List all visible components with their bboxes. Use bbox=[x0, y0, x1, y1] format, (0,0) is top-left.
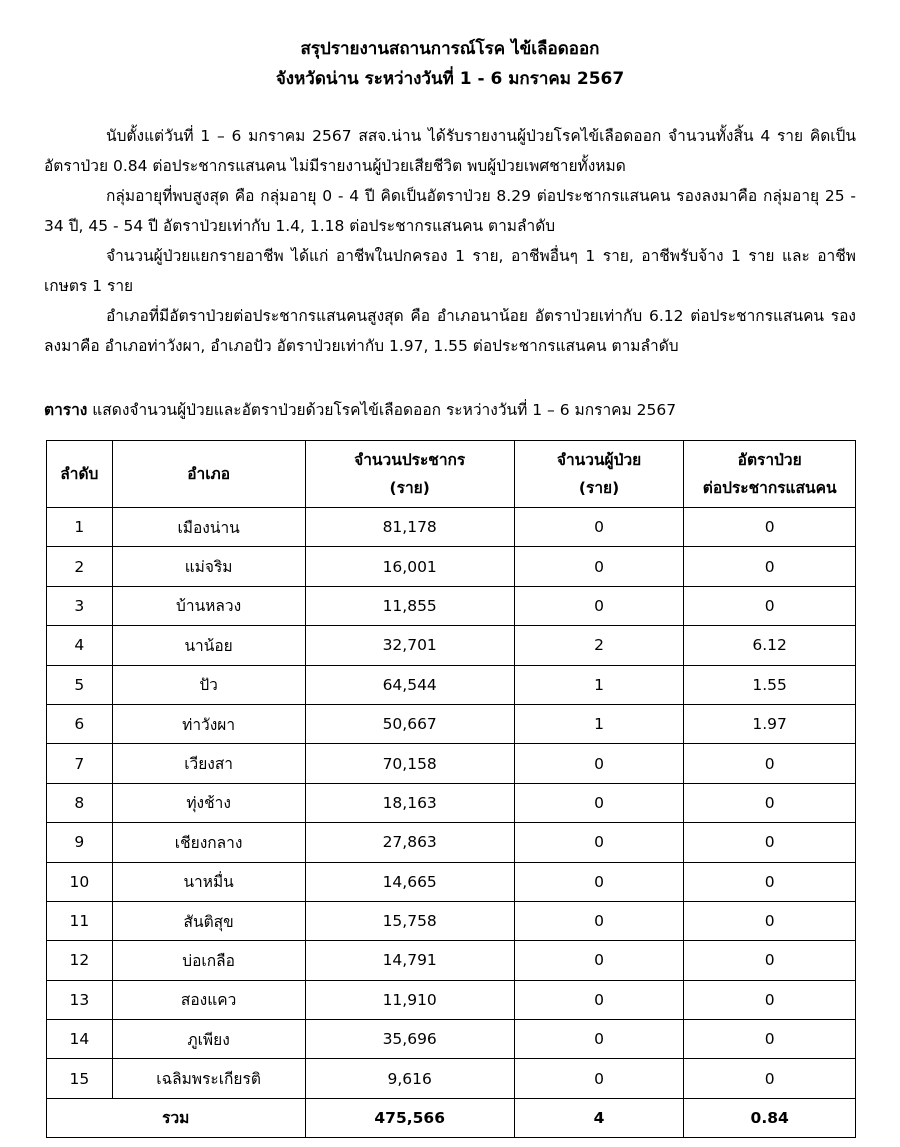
header-cases-label: จำนวนผู้ป่วย bbox=[556, 451, 642, 469]
cell-rate: 0 bbox=[684, 862, 856, 901]
header-rate bbox=[684, 441, 856, 508]
cell-cases: 0 bbox=[514, 941, 683, 980]
cell-no: 6 bbox=[47, 704, 113, 743]
cell-no: 2 bbox=[47, 547, 113, 586]
cell-rate: 6.12 bbox=[684, 626, 856, 665]
header-district bbox=[112, 441, 305, 508]
cell-no: 3 bbox=[47, 586, 113, 625]
cell-population: 14,665 bbox=[305, 862, 514, 901]
table-row bbox=[47, 980, 856, 1019]
cell-no: 15 bbox=[47, 1059, 113, 1098]
header-population bbox=[305, 441, 514, 508]
cell-district: เมืองน่าน bbox=[112, 508, 305, 547]
table-caption bbox=[44, 396, 856, 424]
paragraph-occupations: จำนวนผู้ป่วยแยกรายอาชีพ ได้แก่ อาชีพในปกครอง 1 ราย, อาชีพอื่นๆ 1 ราย, อาชีพรับจ้าง 1 ราย และ อาชีพเกษตร 1 ราย bbox=[44, 247, 856, 295]
paragraph-districts: อำเภอที่มีอัตราป่วยต่อประชากรแสนคนสูงสุด คือ อำเภอนาน้อย อัตราป่วยเท่ากับ 6.12 ต่อประชากรแสนคน รองลงมาคือ อำเภอท่าวังผา, อำเภอปัว อัตราป่วยเท่ากับ 1.97, 1.55 ต่อประชากรแสนคน ตามลำดับ bbox=[44, 307, 856, 355]
cell-cases: 0 bbox=[514, 508, 683, 547]
cell-cases: 0 bbox=[514, 901, 683, 940]
cell-rate: 0 bbox=[684, 508, 856, 547]
cell-rate: 0 bbox=[684, 586, 856, 625]
table-row bbox=[47, 744, 856, 783]
header-rate-label: อัตราป่วย bbox=[737, 451, 802, 469]
total-rate: 0.84 bbox=[684, 1098, 856, 1137]
cell-district: เวียงสา bbox=[112, 744, 305, 783]
table-caption-label: ตาราง bbox=[44, 401, 88, 419]
total-population: 475,566 bbox=[305, 1098, 514, 1137]
table-row bbox=[47, 704, 856, 743]
cell-rate: 0 bbox=[684, 823, 856, 862]
cell-district: ภูเพียง bbox=[112, 1020, 305, 1059]
cell-population: 32,701 bbox=[305, 626, 514, 665]
cell-district: นาหมื่น bbox=[112, 862, 305, 901]
cell-no: 11 bbox=[47, 901, 113, 940]
cell-cases: 0 bbox=[514, 783, 683, 822]
table-row bbox=[47, 783, 856, 822]
table-header-row bbox=[47, 441, 856, 508]
cell-rate: 1.97 bbox=[684, 704, 856, 743]
table-row bbox=[47, 941, 856, 980]
cell-population: 14,791 bbox=[305, 941, 514, 980]
cell-cases: 0 bbox=[514, 547, 683, 586]
cell-cases: 0 bbox=[514, 1059, 683, 1098]
header-rate-unit: ต่อประชากรแสนคน bbox=[702, 479, 837, 497]
cell-population: 81,178 bbox=[305, 508, 514, 547]
header-no bbox=[47, 441, 113, 508]
table-caption-text: แสดงจำนวนผู้ป่วยและอัตราป่วยด้วยโรคไข้เลือดออก ระหว่างวันที่ 1 – 6 มกราคม 2567 bbox=[87, 401, 677, 419]
cell-cases: 0 bbox=[514, 744, 683, 783]
cell-cases: 1 bbox=[514, 704, 683, 743]
paragraph-summary: นับตั้งแต่วันที่ 1 – 6 มกราคม 2567 สสจ.น่าน ได้รับรายงานผู้ป่วยโรคไข้เลือดออก จำนวนทั้งสิ้น 4 ราย คิดเป็นอัตราป่วย 0.84 ต่อประชากรแสนคน ไม่มีรายงานผู้ป่วยเสียชีวิต พบผู้ป่วยเพศชายทั้งหมด bbox=[44, 127, 856, 175]
cell-population: 15,758 bbox=[305, 901, 514, 940]
table-row bbox=[47, 665, 856, 704]
header-no-label: ลำดับ bbox=[60, 465, 99, 483]
header-cases bbox=[514, 441, 683, 508]
cell-population: 64,544 bbox=[305, 665, 514, 704]
cell-rate: 0 bbox=[684, 744, 856, 783]
report-title bbox=[0, 34, 900, 94]
cell-cases: 0 bbox=[514, 823, 683, 862]
header-population-label: จำนวนประชากร bbox=[354, 451, 466, 469]
report-title-line-2: จังหวัดน่าน ระหว่างวันที่ 1 - 6 มกราคม 2567 bbox=[275, 69, 625, 89]
header-district-label: อำเภอ bbox=[187, 465, 231, 483]
cell-no: 8 bbox=[47, 783, 113, 822]
header-population-unit: (ราย) bbox=[389, 479, 430, 497]
cell-district: เฉลิมพระเกียรติ bbox=[112, 1059, 305, 1098]
table-row bbox=[47, 508, 856, 547]
cell-population: 18,163 bbox=[305, 783, 514, 822]
table-row bbox=[47, 901, 856, 940]
cell-cases: 0 bbox=[514, 586, 683, 625]
table-row bbox=[47, 547, 856, 586]
cell-population: 11,855 bbox=[305, 586, 514, 625]
table-row bbox=[47, 1020, 856, 1059]
table-row bbox=[47, 1059, 856, 1098]
cell-rate: 0 bbox=[684, 1020, 856, 1059]
cell-rate: 0 bbox=[684, 941, 856, 980]
cell-district: บ่อเกลือ bbox=[112, 941, 305, 980]
cell-no: 13 bbox=[47, 980, 113, 1019]
table-row bbox=[47, 586, 856, 625]
cell-cases: 2 bbox=[514, 626, 683, 665]
report-body bbox=[44, 121, 856, 361]
table-row bbox=[47, 626, 856, 665]
cell-population: 50,667 bbox=[305, 704, 514, 743]
cell-population: 70,158 bbox=[305, 744, 514, 783]
cell-rate: 1.55 bbox=[684, 665, 856, 704]
cell-rate: 0 bbox=[684, 547, 856, 586]
cell-district: ทุ่งช้าง bbox=[112, 783, 305, 822]
cell-no: 12 bbox=[47, 941, 113, 980]
header-cases-unit: (ราย) bbox=[578, 479, 620, 497]
cell-district: ท่าวังผา bbox=[112, 704, 305, 743]
cell-rate: 0 bbox=[684, 783, 856, 822]
table-row bbox=[47, 823, 856, 862]
cell-no: 9 bbox=[47, 823, 113, 862]
cell-population: 35,696 bbox=[305, 1020, 514, 1059]
cell-district: ปัว bbox=[112, 665, 305, 704]
paragraph-age-groups: กลุ่มอายุที่พบสูงสุด คือ กลุ่มอายุ 0 - 4 ปี คิดเป็นอัตราป่วย 8.29 ต่อประชากรแสนคน รองลงมาคือ กลุ่มอายุ 25 - 34 ปี, 45 - 54 ปี อัตราป่วยเท่ากับ 1.4, 1.18 ต่อประชากรแสนคน ตามลำดับ bbox=[44, 187, 856, 235]
cell-district: เชียงกลาง bbox=[112, 823, 305, 862]
cell-no: 1 bbox=[47, 508, 113, 547]
cell-cases: 0 bbox=[514, 862, 683, 901]
total-label: รวม bbox=[47, 1098, 306, 1137]
report-title-line-1: สรุปรายงานสถานการณ์โรค ไข้เลือดออก bbox=[300, 39, 600, 59]
cell-district: นาน้อย bbox=[112, 626, 305, 665]
dengue-cases-table bbox=[46, 440, 856, 1138]
cell-cases: 0 bbox=[514, 980, 683, 1019]
cell-population: 16,001 bbox=[305, 547, 514, 586]
cell-no: 4 bbox=[47, 626, 113, 665]
table-row bbox=[47, 862, 856, 901]
cell-district: สองแคว bbox=[112, 980, 305, 1019]
table-body bbox=[47, 508, 856, 1138]
cell-no: 7 bbox=[47, 744, 113, 783]
cell-no: 5 bbox=[47, 665, 113, 704]
cell-rate: 0 bbox=[684, 980, 856, 1019]
cell-district: บ้านหลวง bbox=[112, 586, 305, 625]
cell-no: 14 bbox=[47, 1020, 113, 1059]
cell-rate: 0 bbox=[684, 1059, 856, 1098]
total-cases: 4 bbox=[514, 1098, 683, 1137]
cell-population: 11,910 bbox=[305, 980, 514, 1019]
cell-no: 10 bbox=[47, 862, 113, 901]
table-total-row bbox=[47, 1098, 856, 1137]
cell-district: สันติสุข bbox=[112, 901, 305, 940]
cell-cases: 1 bbox=[514, 665, 683, 704]
cell-district: แม่จริม bbox=[112, 547, 305, 586]
cell-population: 9,616 bbox=[305, 1059, 514, 1098]
cell-rate: 0 bbox=[684, 901, 856, 940]
cell-cases: 0 bbox=[514, 1020, 683, 1059]
cell-population: 27,863 bbox=[305, 823, 514, 862]
